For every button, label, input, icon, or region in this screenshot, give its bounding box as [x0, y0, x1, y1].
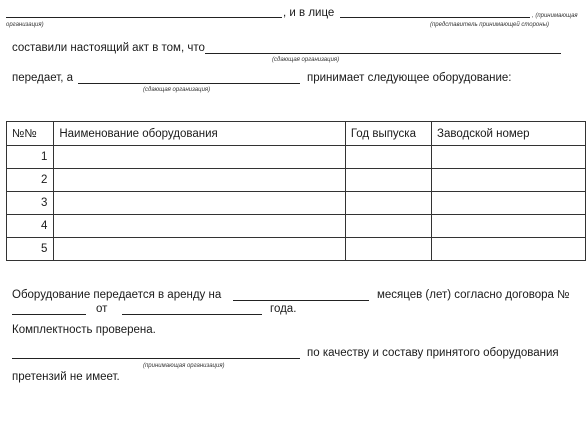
- table-row: [7, 169, 586, 192]
- cell-year[interactable]: [345, 169, 431, 192]
- cell-name[interactable]: [54, 192, 345, 215]
- col-header-serial: Заводской номер: [432, 122, 586, 146]
- cell-serial[interactable]: [432, 238, 586, 261]
- col-header-number: №№: [7, 122, 54, 146]
- cell-year[interactable]: [345, 146, 431, 169]
- cell-year[interactable]: [345, 238, 431, 261]
- blank-contract-number[interactable]: [12, 314, 86, 315]
- quality-text: по качеству и составу принятого оборудования: [307, 347, 559, 359]
- cell-name[interactable]: [54, 146, 345, 169]
- complete-text: Комплектность проверена.: [12, 324, 156, 336]
- table-row: [7, 192, 586, 215]
- line3-note: (сдающая организация): [143, 87, 211, 93]
- line3-text-b: принимает следующее оборудование:: [307, 72, 512, 84]
- top-note-right-a: , (принимающая: [532, 13, 578, 19]
- blank-line-2[interactable]: [205, 53, 561, 54]
- rent-text-b: месяцев (лет) согласно договора №: [377, 289, 570, 301]
- cell-serial[interactable]: [432, 169, 586, 192]
- col-header-name: Наименование оборудования: [54, 122, 345, 146]
- row-number: 5: [7, 238, 54, 261]
- line2-note: (сдающая организация): [272, 57, 340, 63]
- blank-line-top-left[interactable]: [6, 17, 282, 18]
- cell-serial[interactable]: [432, 146, 586, 169]
- top-note-right-b: (представитель принимающей стороны): [430, 22, 549, 28]
- col-header-year: Год выпуска: [345, 122, 431, 146]
- equipment-table: [6, 121, 586, 261]
- cell-name[interactable]: [54, 169, 345, 192]
- row-number: 3: [7, 192, 54, 215]
- table-row: [7, 146, 586, 169]
- quality-note: (принимающая организация): [143, 363, 225, 369]
- table-row: [7, 238, 586, 261]
- blank-line-3[interactable]: [78, 83, 300, 84]
- row-number: 4: [7, 215, 54, 238]
- cell-year[interactable]: [345, 192, 431, 215]
- rent-text-a: Оборудование передается в аренду на: [12, 289, 222, 301]
- cell-serial[interactable]: [432, 215, 586, 238]
- row-number: 1: [7, 146, 54, 169]
- rent-text-d: года.: [270, 303, 297, 315]
- line3-text-a: передает, а: [12, 72, 74, 84]
- blank-receiving-org[interactable]: [12, 358, 300, 359]
- line2-text: составили настоящий акт в том, что: [12, 42, 205, 54]
- rent-text-c: от: [96, 303, 108, 315]
- cell-year[interactable]: [345, 215, 431, 238]
- claims-text: претензий не имеет.: [12, 371, 120, 383]
- table-header-row: [7, 122, 586, 146]
- blank-contract-date[interactable]: [122, 314, 262, 315]
- top-text: , и в лице: [283, 7, 335, 19]
- blank-rent-term[interactable]: [233, 300, 369, 301]
- top-note-left: организация): [6, 22, 44, 28]
- cell-serial[interactable]: [432, 192, 586, 215]
- blank-line-top-right[interactable]: [340, 17, 530, 18]
- cell-name[interactable]: [54, 238, 345, 261]
- cell-name[interactable]: [54, 215, 345, 238]
- table-row: [7, 215, 586, 238]
- row-number: 2: [7, 169, 54, 192]
